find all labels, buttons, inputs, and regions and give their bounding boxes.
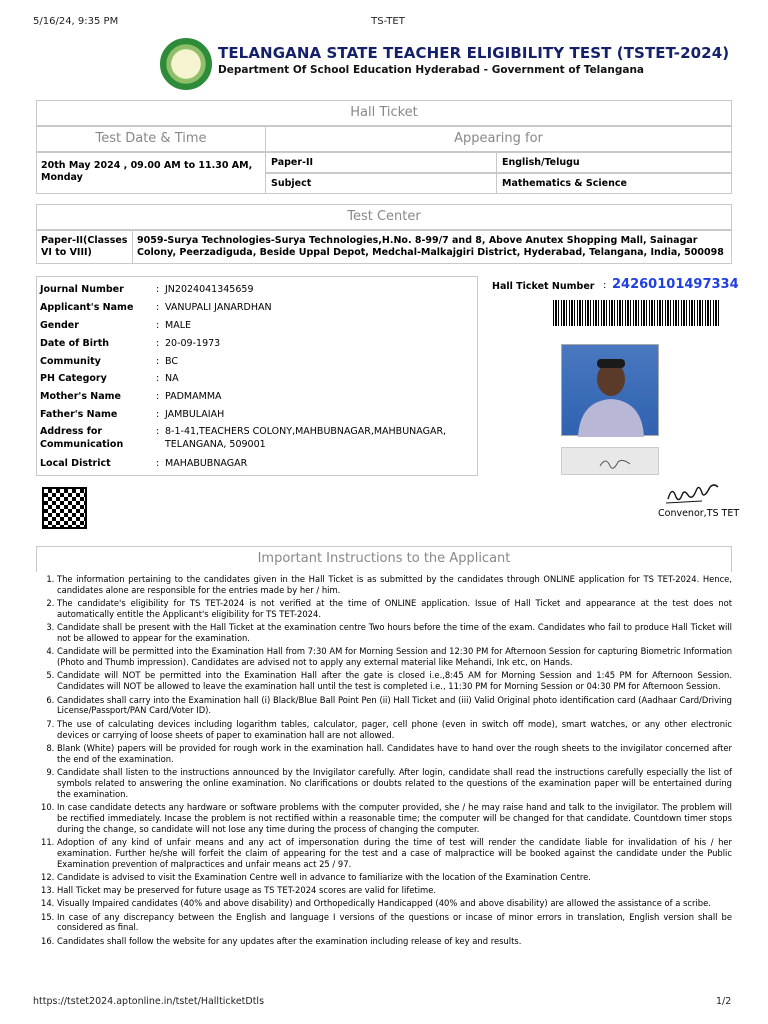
- gender-label: Gender: [40, 320, 79, 331]
- hall-ticket-number-label: Hall Ticket Number: [492, 281, 595, 292]
- person-silhouette-icon: [562, 345, 660, 437]
- instruction-item: 5. Candidate will NOT be permitted into the Examination Hall after the gate is closed i.e.,8:45 AM for Morning Session and 1:45 PM for Afternoon Session. Candidates will NOT be allowed to leave the examination hall until the test is completed i.e., 11:30 PM for Morning Session or 04:30 PM for Afternoon Session.: [57, 670, 732, 692]
- appearing-for-heading: Appearing for: [265, 126, 732, 152]
- print-title: TS-TET: [371, 16, 405, 27]
- barcode-image: [553, 300, 721, 326]
- hall-ticket-heading: Hall Ticket: [36, 100, 732, 126]
- test-date-heading: Test Date & Time: [36, 126, 266, 152]
- test-center-address: 9059-Surya Technologies-Surya Technologies,H.No. 8-99/7 and 8, Above Anutex Shopping Mall, Sainagar Colony, Peerzadiguda, Beside Uppal Depot, Medchal-Malkajgiri District, Hyderabad, Telangana, India, 500098: [132, 230, 732, 264]
- ph-value: NA: [165, 373, 179, 384]
- instruction-item: 2. The candidate's eligibility for TS TET-2024 is not verified at the time of ONLINE application. Issue of Hall Ticket and appearance at the test does not automatically entitle the Applicant's eligibility for TS TET-2024.: [57, 598, 732, 620]
- dob-value: 20-09-1973: [165, 338, 221, 349]
- journal-label: Journal Number: [40, 284, 124, 295]
- colon: :: [156, 284, 160, 295]
- instructions-heading: Important Instructions to the Applicant: [36, 546, 732, 572]
- subject-label: Subject: [265, 173, 497, 194]
- colon: :: [156, 373, 160, 384]
- colon: :: [156, 391, 160, 402]
- instruction-item: 6. Candidates shall carry into the Examination hall (i) Black/Blue Ball Point Pen (ii) Hall Ticket and (iii) Valid Original photo identification card (Aadhaar Card/Driving License/Passport/PAN Card/Voter ID).: [57, 695, 732, 717]
- gender-value: MALE: [165, 320, 191, 331]
- instruction-item: 16. Candidates shall follow the website for any updates after the examination including release of key and results.: [57, 936, 732, 947]
- ph-label: PH Category: [40, 373, 107, 384]
- telangana-emblem-logo: [160, 38, 212, 90]
- test-center-heading: Test Center: [36, 204, 732, 230]
- address-label-line2: Communication: [40, 439, 124, 450]
- colon: :: [156, 338, 160, 349]
- instruction-item: 14. Visually Impaired candidates (40% and above disability) and Orthopedically Handicapped (40% and above disability) are allowed the assistance of a scribe.: [57, 898, 732, 909]
- hall-ticket-number: 24260101497334: [612, 277, 739, 292]
- address-value-line1: 8-1-41,TEACHERS COLONY,MAHBUBNAGAR,MAHBUNAGAR,: [165, 426, 447, 437]
- signature-scribble-icon: [562, 448, 660, 476]
- journal-value: JN2024041345659: [165, 284, 254, 295]
- applicant-signature: [561, 447, 659, 475]
- print-datetime: 5/16/24, 9:35 PM: [33, 16, 119, 27]
- colon: :: [156, 409, 160, 420]
- convenor-label: Convenor,TS TET: [658, 508, 740, 519]
- name-label: Applicant's Name: [40, 302, 134, 313]
- page-subtitle: Department Of School Education Hyderabad - Government of Telangana: [218, 64, 645, 76]
- paper-label: Paper-II: [265, 152, 497, 173]
- colon: :: [156, 426, 160, 437]
- footer-page-number: 1/2: [716, 996, 732, 1007]
- district-label: Local District: [40, 458, 111, 469]
- community-value: BC: [165, 356, 178, 367]
- colon: :: [156, 458, 160, 469]
- name-value: VANUPALI JANARDHAN: [165, 302, 272, 313]
- colon: :: [156, 356, 160, 367]
- instruction-item: 15. In case of any discrepancy between the English and language I versions of the questions or incase of minor errors in translation, English version shall be considered as final.: [57, 912, 732, 934]
- instruction-item: 8. Blank (White) papers will be provided for rough work in the examination hall. Candidates have to hand over the rough sheets to the invigilator concerned after the end of the examination.: [57, 743, 732, 765]
- paper-value: English/Telugu: [496, 152, 732, 173]
- instruction-item: 3. Candidate shall be present with the Hall Ticket at the examination centre Two hours before the time of the exam. Candidates who fail to produce Hall Ticket will not be allowed to appear for the examination.: [57, 622, 732, 644]
- instruction-item: 1. The information pertaining to the candidates given in the Hall Ticket is as submitted by the candidates through ONLINE application for TS TET-2024. Hence, candidates alone are responsible for the entries made by her / him.: [57, 574, 732, 596]
- instruction-item: 11. Adoption of any kind of unfair means and any act of impersonation during the time of test will render the candidate liable for invalidation of his / her examination. Further he/she will forfeit the claim of appearing for the test and a case of malpractice will be booked against the candidate under the Public Examination prevention of malpractices and unfair means act 25 / 97.: [57, 837, 732, 870]
- colon: :: [156, 320, 160, 331]
- instructions-list: [37, 574, 732, 949]
- address-value-line2: TELANGANA, 509001: [165, 439, 266, 450]
- qr-code-image: [42, 487, 87, 529]
- applicant-photo: [561, 344, 659, 436]
- instruction-item: 10. In case candidate detects any hardware or software problems with the computer provided, she / he may raise hand and talk to the invigilator. The problem will be rectified immediately. Incase the problem is not rectified within a reasonable time; the computer will be changed for that candidate. Countdown timer stops during the change, so candidate will not lose any time during the process of changing the computer.: [57, 802, 732, 835]
- father-value: JAMBULAIAH: [165, 409, 225, 420]
- father-label: Father's Name: [40, 409, 118, 420]
- instruction-item: 9. Candidate shall listen to the instructions announced by the Invigilator carefully. After login, candidate shall read the instructions carefully especially the list of symbols related to answering the online examination. No clarifications or doubts related to the questions of the examination paper will be entertained during the examination.: [57, 767, 732, 800]
- address-label-line1: Address for: [40, 426, 103, 437]
- mother-label: Mother's Name: [40, 391, 121, 402]
- community-label: Community: [40, 356, 101, 367]
- convenor-signature-icon: [662, 481, 722, 507]
- convenor-signature: [662, 481, 722, 507]
- mother-value: PADMAMMA: [165, 391, 222, 402]
- instruction-item: 12. Candidate is advised to visit the Examination Centre well in advance to familiarize with the location of the Examination Centre.: [57, 872, 732, 883]
- district-value: MAHABUBNAGAR: [165, 458, 248, 469]
- dob-label: Date of Birth: [40, 338, 110, 349]
- test-center-label: Paper-II(Classes VI to VIII): [36, 230, 133, 264]
- page-title: TELANGANA STATE TEACHER ELIGIBILITY TEST (TSTET-2024): [218, 44, 730, 62]
- instruction-item: 4. Candidate will be permitted into the Examination Hall from 7:30 AM for Morning Session and 12:30 PM for Afternoon Session for capturing Biometric Information (Photo and Thumb impression). Candidates are advised not to apply any external material like Mehandi, Ink etc, on Hands.: [57, 646, 732, 668]
- colon: :: [156, 302, 160, 313]
- footer-url[interactable]: https://tstet2024.aptonline.in/tstet/HallticketDtls: [33, 996, 265, 1007]
- colon: :: [603, 280, 607, 291]
- test-date-value: 20th May 2024 , 09.00 AM to 11.30 AM, Monday: [36, 152, 266, 194]
- instruction-item: 7. The use of calculating devices including logarithm tables, calculator, pager, cell phone (even in switch off mode), smart watches, or any other electronic devices or carrying of loose sheets of paper to examination hall are not allowed.: [57, 719, 732, 741]
- instruction-item: 13. Hall Ticket may be preserved for future usage as TS TET-2024 scores are valid for lifetime.: [57, 885, 732, 896]
- subject-value: Mathematics & Science: [496, 173, 732, 194]
